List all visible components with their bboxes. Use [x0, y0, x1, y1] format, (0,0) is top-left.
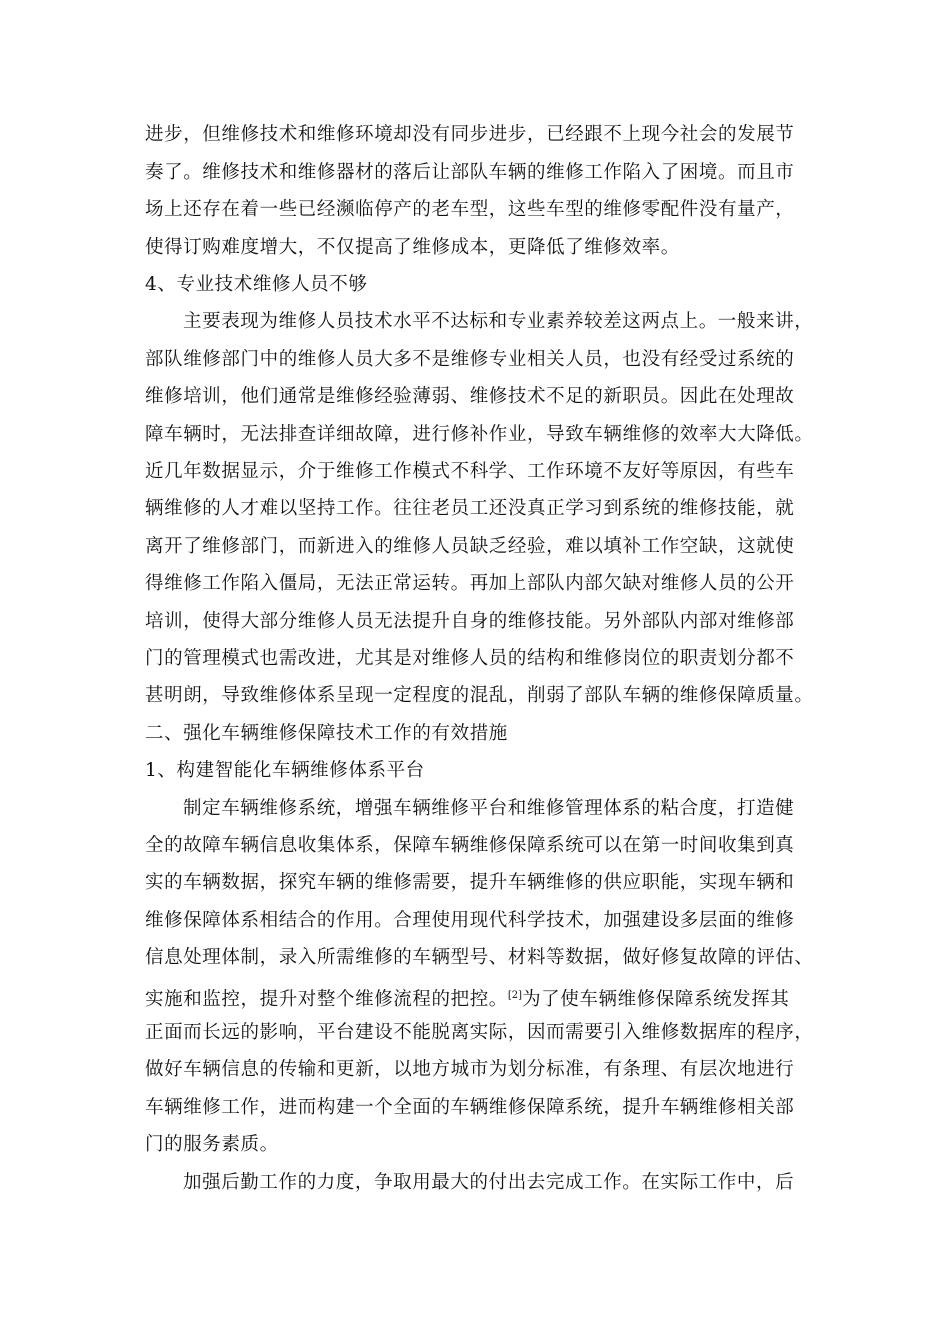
body-text-segment: 为了使车辆维修保障系统发挥其	[522, 989, 790, 1010]
body-text-line: 辆维修的人才难以坚持工作。往往老员工还没真正学习到系统的维修技能，就	[145, 498, 795, 519]
body-text-line: 进步，但维修技术和维修环境却没有同步进步，已经跟不上现今社会的发展节	[145, 124, 795, 145]
body-text-line: 门的管理模式也需改进，尤其是对维修人员的结构和维修岗位的职责划分都不	[145, 648, 795, 669]
body-text-line: 得维修工作陷入僵局，无法正常运转。再加上部队内部欠缺对维修人员的公开	[145, 573, 795, 594]
paragraph-first-line: 制定车辆维修系统，增强车辆维修平台和维修管理体系的粘合度，打造健	[183, 798, 795, 819]
body-text-line: 实的车辆数据，探究车辆的维修需要，提升车辆维修的供应职能，实现车辆和	[145, 872, 795, 893]
subsection-heading: 1、构建智能化车辆维修体系平台	[145, 760, 425, 781]
body-text-line: 部队维修部门中的维修人员大多不是维修专业相关人员，也没有经受过系统的	[145, 349, 795, 370]
body-text-line: 培训，使得大部分维修人员无法提升自身的维修技能。另外部队内部对维修部	[145, 611, 795, 632]
body-text-line: 正面而长远的影响，平台建设不能脱离实际，因而需要引入维修数据库的程序，	[145, 1022, 814, 1043]
body-text-line: 障车辆时，无法排查详细故障，进行修补作业，导致车辆维修的效率大大降低。	[145, 424, 814, 445]
section-heading: 二、强化车辆维修保障技术工作的有效措施	[145, 723, 508, 744]
body-text-line: 奏了。维修技术和维修器材的落后让部队车辆的维修工作陷入了困境。而且市	[145, 162, 795, 183]
paragraph-first-line: 主要表现为维修人员技术水平不达标和专业素养较差这两点上。一般来讲，	[183, 311, 814, 332]
body-text-line: 信息处理体制，录入所需维修的车辆型号、材料等数据，做好修复故障的评估、	[145, 947, 814, 968]
body-text-line: 甚明朗，导致维修体系呈现一定程度的混乱，削弱了部队车辆的维修保障质量。	[145, 685, 814, 706]
body-text-line: 使得订购难度增大，不仅提高了维修成本，更降低了维修效率。	[145, 237, 680, 258]
body-text-line: 近几年数据显示，介于维修工作模式不科学、工作环境不友好等原因，有些车	[145, 461, 795, 482]
section-heading: 4、专业技术维修人员不够	[145, 274, 368, 295]
body-text-line: 场上还存在着一些已经濒临停产的老车型，这些车型的维修零配件没有量产，	[145, 199, 795, 220]
paragraph-first-line: 加强后勤工作的力度，争取用最大的付出去完成工作。在实际工作中，后	[183, 1172, 795, 1193]
body-text-line	[145, 985, 825, 1010]
citation-superscript: [2]	[507, 990, 523, 1001]
body-text-line: 做好车辆信息的传输和更新，以地方城市为划分标准，有条理、有层次地进行	[145, 1059, 795, 1080]
body-text-line: 维修培训，他们通常是维修经验薄弱、维修技术不足的新职员。因此在处理故	[145, 386, 795, 407]
body-text-line: 门的服务素质。	[145, 1134, 279, 1155]
body-text-line: 离开了维修部门，而新进入的维修人员缺乏经验，难以填补工作空缺，这就使	[145, 536, 795, 557]
body-text-line: 车辆维修工作，进而构建一个全面的车辆维修保障系统，提升车辆维修相关部	[145, 1097, 795, 1118]
body-text-line: 全的故障车辆信息收集体系，保障车辆维修保障系统可以在第一时间收集到真	[145, 835, 795, 856]
body-text-line: 维修保障体系相结合的作用。合理使用现代科学技术，加强建设多层面的维修	[145, 910, 795, 931]
body-text-segment: 实施和监控，提升对整个维修流程的把控。	[145, 989, 508, 1010]
